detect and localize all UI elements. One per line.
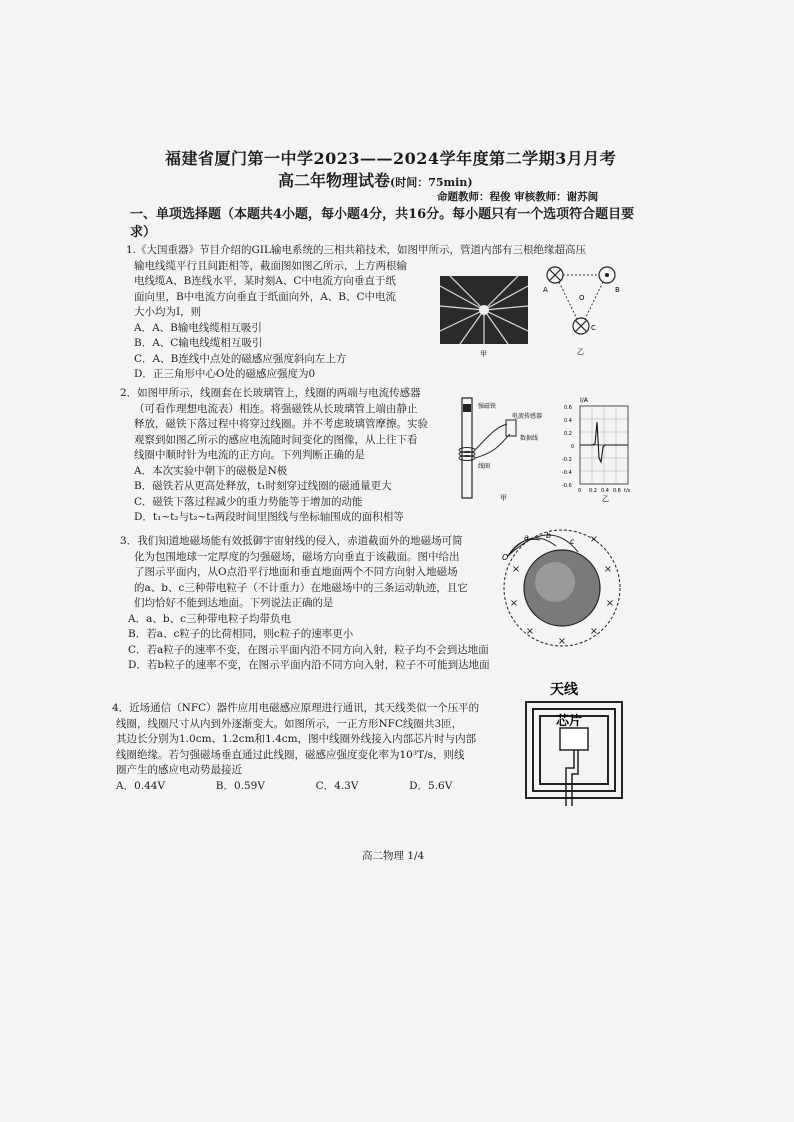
y-tick: 0.2 <box>564 431 572 437</box>
q2-option-c: C．磁铁下落过程减少的重力势能等于增加的动能 <box>134 495 363 508</box>
q3-option-c: C．若a粒子的速率不变，在图示平面内沿不同方向入射，粒子均不会到达地面 <box>128 643 489 656</box>
y-tick: 0 <box>571 444 575 450</box>
q4-option-d: D．5.6V <box>409 779 453 792</box>
q2-current-graph <box>562 392 638 504</box>
q1-option-d: D．正三角形中心O处的磁感应强度为0 <box>134 368 316 380</box>
q4-option-a: A．0.44V <box>116 779 166 792</box>
svg-text:×: × <box>603 564 613 575</box>
time-note: (时间：75min) <box>390 176 473 189</box>
q4-options <box>112 779 479 795</box>
label-c: C <box>591 324 596 332</box>
label-coil: 线圈 <box>478 463 491 470</box>
q1-option-a: A．A、B输电线缆相互吸引 <box>134 321 262 334</box>
svg-text:×: × <box>589 626 599 637</box>
y-tick: -0.2 <box>562 457 572 463</box>
q1-option-c: C．A、B连线中点处的磁感应强度斜向左上方 <box>134 352 347 365</box>
question-2 <box>120 386 428 526</box>
q1-fig-yi-label: 乙 <box>577 348 584 356</box>
q1-line: 面向里，B中电流方向垂直于纸面向外，A、B、C中电流 <box>134 290 397 303</box>
q4-line: 圈产生的感应电动势最接近 <box>116 764 242 776</box>
q4-nfc-coil <box>518 678 628 812</box>
label-c: c <box>570 537 575 546</box>
label-a: A <box>543 286 548 294</box>
q3-line: 了图示平面内，从O点沿平行地面和垂直地面两个不同方向射入地磁场 <box>134 566 458 578</box>
subtitle-text: 高二年物理试卷 <box>278 171 391 190</box>
svg-text:×: × <box>589 534 599 545</box>
label-o: O <box>579 294 585 302</box>
label-a: a <box>524 533 529 542</box>
q2-apparatus <box>452 392 562 504</box>
q1-line: 大小均为I，则 <box>134 306 202 318</box>
svg-text:×: × <box>557 636 567 647</box>
q4-option-c: C．4.3V <box>315 779 359 792</box>
y-tick: -0.6 <box>562 483 572 489</box>
q2-option-b: B．磁铁若从更高处释放，t₁时刻穿过线圈的磁通量更大 <box>134 480 392 492</box>
svg-text:×: × <box>511 564 521 575</box>
current-sensor-icon <box>506 420 516 436</box>
q4-line: 线圈，线圈尺寸从内到外逐渐变大。如图所示，一正方形NFC线圈共3匝， <box>116 717 463 730</box>
q3-option-a: A．a、b、c三种带电粒子均带负电 <box>128 612 291 625</box>
q3-line: 化为包围地球一定厚度的匀强磁场，磁场方向垂直于该截面。图中给出 <box>134 550 460 563</box>
axis-x-label: t/s <box>624 488 631 494</box>
q1-option-b: B．A、C输电线缆相互吸引 <box>134 337 263 349</box>
q3-option-b: B．若a、c粒子的比荷相同，则c粒子的速率更小 <box>128 628 354 640</box>
q2-line: （可看作理想电流表）相连。将强磁铁从长玻璃管上端由静止 <box>134 402 418 415</box>
exam-title: 福建省厦门第一中学2023——2024学年度第二学期3月月考 <box>165 149 617 168</box>
question-3 <box>120 534 490 674</box>
q1-cross-section <box>540 262 630 360</box>
exam-subtitle <box>278 168 473 191</box>
q1-line: 输电线缆平行且间距相等，截面图如图乙所示，上方两根输 <box>134 259 407 272</box>
q3-earth-field <box>500 526 624 650</box>
axis-y-label: I/A <box>580 397 588 404</box>
q2-option-a: A．本次实验中朝下的磁极是N极 <box>134 464 288 477</box>
q2-line: 释放，磁铁下落过程中将穿过线圈。并不考虑玻璃管摩擦。实验 <box>134 418 428 430</box>
q2-fig-jia-label: 甲 <box>500 494 507 502</box>
q3-line: 3．我们知道地磁场能有效抵御宇宙射线的侵入，赤道截面外的地磁场可简 <box>120 535 463 547</box>
x-tick: 0 <box>578 488 582 494</box>
chip-icon <box>560 728 588 750</box>
label-o: O <box>502 553 509 562</box>
y-tick: -0.4 <box>562 470 572 476</box>
q4-line: 其边长分别为1.0cm、1.2cm和1.4cm，图中线圈外线接入内部芯片时与内部 <box>116 733 477 745</box>
label-b: b <box>546 531 552 540</box>
x-tick: 0.4 <box>601 488 609 494</box>
y-tick: 0.6 <box>564 405 572 411</box>
q1-tunnel-photo <box>440 276 528 358</box>
authors-line: 命题教师：程俊 审核教师：谢苏闽 <box>437 191 599 203</box>
label-cable: 数据线 <box>520 435 539 442</box>
svg-text:×: × <box>525 626 535 637</box>
q3-line: 的a、b、c三种带电粒子（不计重力）在地磁场中的三条运动轨迹，且它 <box>134 581 468 594</box>
question-4 <box>112 701 479 794</box>
q4-line: 4．近场通信（NFC）器件应用电磁感应原理进行通讯，其天线类似一个压平的 <box>112 702 480 714</box>
x-tick: 0.2 <box>589 488 597 494</box>
q1-line: 1.《大国重器》节目介绍的GIL输电系统的三相共箱技术，如图甲所示，管道内部有三根绝缘超高压 <box>126 244 587 256</box>
label-sensor: 电流传感器 <box>512 413 543 420</box>
q2-line: 观察到如图乙所示的感应电流随时间变化的图像，从上往下看 <box>134 433 418 446</box>
svg-text:×: × <box>509 598 519 609</box>
antenna-label: 天线 <box>550 682 578 698</box>
section-heading: 一、单项选择题（本题共4小题，每小题4分，共16分。每小题只有一个选项符合题目要求） <box>130 207 635 240</box>
chip-label: 芯片 <box>556 714 583 729</box>
q4-line: 线圈绝缘。若匀强磁场垂直通过此线圈，磁感应强度变化率为10³T/s，则线 <box>116 748 465 761</box>
q4-option-b: B．0.59V <box>215 779 265 792</box>
q1-fig-jia-label: 甲 <box>480 350 487 358</box>
q2-option-d: D．t₁~t₂与t₂~t₃两段时间里图线与坐标轴围成的面积相等 <box>134 511 404 523</box>
q3-option-d: D．若b粒子的速率不变，在图示平面内沿不同方向入射，粒子不可能到达地面 <box>128 659 490 671</box>
q2-fig-yi-label: 乙 <box>602 495 609 503</box>
x-tick: 0.6 <box>613 488 621 494</box>
page-footer: 高二物理 1/4 <box>362 850 425 862</box>
magnet-icon <box>463 404 471 412</box>
y-tick: 0.4 <box>564 418 572 424</box>
q2-line: 2．如图甲所示，线圈套在长玻璃管上，线圈的两端与电流传感器 <box>120 387 421 399</box>
label-magnet: 强磁铁 <box>478 403 497 410</box>
q3-line: 们均恰好不能到达地面。下列说法正确的是 <box>134 597 334 609</box>
coil-icon <box>459 448 475 461</box>
q1-line: 电线缆A、B连线水平，某时刻A、C中电流方向垂直于纸 <box>134 275 396 287</box>
label-b: B <box>615 286 620 294</box>
q2-line: 线圈中顺时针为电流的正方向。下列判断正确的是 <box>134 449 365 461</box>
svg-text:×: × <box>605 598 615 609</box>
